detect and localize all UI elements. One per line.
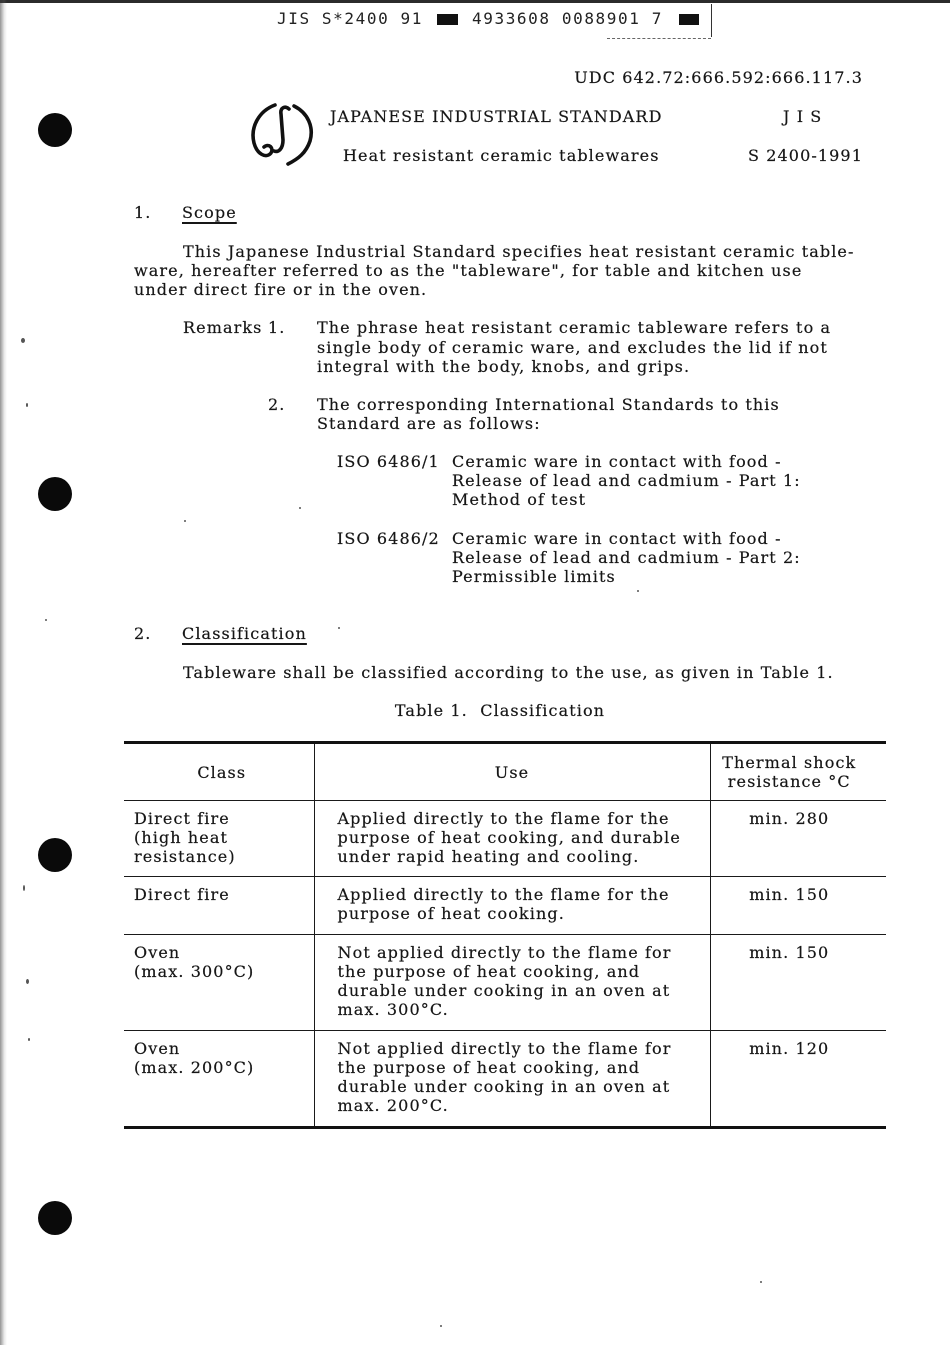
- standard-number: S 2400-1991: [748, 146, 863, 165]
- udc-number: UDC 642.72:666.592:666.117.3: [574, 68, 863, 87]
- cell-line: min. 120: [749, 1039, 830, 1058]
- scan-speck: [299, 507, 301, 509]
- table-row: [124, 1031, 886, 1128]
- cell-line: Not applied directly to the flame for: [337, 943, 672, 962]
- jis-mark-logo: [248, 100, 318, 170]
- cell-line: durable under cooking in an oven at: [337, 1077, 671, 1096]
- scan-top-edge: [0, 0, 950, 3]
- scan-speck: [21, 338, 25, 343]
- scan-code-frame: [711, 4, 712, 37]
- cell-thermal: [710, 801, 886, 877]
- scan-code-bar: [679, 14, 699, 25]
- remark-number: 2.: [268, 395, 286, 414]
- scan-speck: [637, 590, 639, 592]
- section-number: 2.: [134, 624, 152, 643]
- iso-standard-title-line: Permissible limits: [452, 567, 616, 586]
- scope-paragraph-line: under direct fire or in the oven.: [134, 280, 428, 299]
- section-heading-scope: Scope: [182, 203, 237, 222]
- iso-standard-title-line: Ceramic ware in contact with food -: [452, 452, 782, 471]
- scan-speck: [45, 619, 47, 621]
- cell-line: Oven: [134, 1039, 181, 1058]
- header-thermal-shock: [710, 743, 886, 801]
- iso-standard-code: ISO 6486/1: [337, 452, 440, 471]
- cell-line: (max. 300°C): [134, 962, 255, 981]
- scan-code-left: JIS S*2400 91: [277, 9, 424, 28]
- cell-line: under rapid heating and cooling.: [337, 847, 640, 866]
- remark-line: integral with the body, knobs, and grips.: [317, 357, 691, 376]
- remark-line: The phrase heat resistant ceramic tableware refers to a: [317, 318, 832, 337]
- scope-paragraph-line: ware, hereafter referred to as the "tableware", for table and kitchen use: [134, 261, 803, 280]
- header-thermal-label: resistance °C: [727, 772, 851, 791]
- cell-use: [314, 801, 710, 877]
- scan-speck: [184, 520, 186, 522]
- cell-line: min. 150: [749, 943, 830, 962]
- cell-class: [124, 877, 314, 935]
- cell-line: Applied directly to the flame for the: [337, 885, 670, 904]
- scan-speck: [440, 1325, 442, 1327]
- scan-code-right: 4933608 0088901 7: [472, 9, 663, 28]
- cell-thermal: [710, 1031, 886, 1128]
- header-thermal-label: Thermal shock: [722, 753, 857, 772]
- cell-line: the purpose of heat cooking, and: [337, 962, 641, 981]
- scan-speck: [760, 1281, 762, 1283]
- punch-hole: [38, 838, 72, 872]
- cell-line: Direct fire: [134, 885, 230, 904]
- cell-line: Direct fire: [134, 809, 230, 828]
- classification-table: [124, 741, 886, 1129]
- cell-line: Applied directly to the flame for the: [337, 809, 670, 828]
- standard-organization: JAPANESE INDUSTRIAL STANDARD: [330, 107, 663, 126]
- header-class: [124, 743, 314, 801]
- cell-line: purpose of heat cooking.: [337, 904, 565, 923]
- table-row: [124, 801, 886, 877]
- cell-line: the purpose of heat cooking, and: [337, 1058, 641, 1077]
- cell-use: [314, 935, 710, 1031]
- header-use-label: Use: [494, 762, 530, 782]
- cell-use: [314, 1031, 710, 1128]
- classification-paragraph: Tableware shall be classified according to the use, as given in Table 1.: [183, 663, 834, 682]
- scan-speck: [23, 885, 25, 891]
- scan-code-bar: [437, 14, 458, 25]
- table-header-row: [124, 743, 886, 801]
- punch-hole: [38, 477, 72, 511]
- remarks-label: Remarks: [183, 318, 263, 337]
- remark-number: 1.: [268, 318, 286, 337]
- section-number: 1.: [134, 203, 152, 222]
- cell-line: durable under cooking in an oven at: [337, 981, 671, 1000]
- table-row: [124, 877, 886, 935]
- table-row: [124, 935, 886, 1031]
- table-caption: Table 1. Classification: [394, 701, 606, 720]
- scan-left-edge: [0, 0, 7, 1345]
- cell-use: [314, 877, 710, 935]
- cell-line: Not applied directly to the flame for: [337, 1039, 672, 1058]
- section-heading-classification: Classification: [182, 624, 307, 643]
- iso-standard-title-line: Method of test: [452, 490, 587, 509]
- cell-class: [124, 801, 314, 877]
- scan-speck: [338, 627, 340, 629]
- cell-line: resistance): [134, 847, 236, 866]
- header-use: [314, 743, 710, 801]
- cell-class: [124, 935, 314, 1031]
- iso-standard-title-line: Release of lead and cadmium - Part 2:: [452, 548, 801, 567]
- punch-hole: [38, 1201, 72, 1235]
- cell-line: min. 150: [749, 885, 830, 904]
- cell-line: Oven: [134, 943, 181, 962]
- remark-line: Standard are as follows:: [317, 414, 541, 433]
- cell-line: purpose of heat cooking, and durable: [337, 828, 681, 847]
- iso-standard-title-line: Release of lead and cadmium - Part 1:: [452, 471, 801, 490]
- cell-thermal: [710, 935, 886, 1031]
- remark-line: The corresponding International Standards to this: [317, 395, 780, 414]
- scan-code-dashed-rule: [607, 38, 711, 39]
- standard-abbreviation: J I S: [783, 107, 823, 126]
- cell-line: max. 300°C.: [337, 1000, 449, 1019]
- cell-line: (max. 200°C): [134, 1058, 255, 1077]
- scan-speck: [26, 403, 28, 407]
- cell-line: min. 280: [749, 809, 830, 828]
- cell-class: [124, 1031, 314, 1128]
- document-title: Heat resistant ceramic tablewares: [343, 146, 660, 165]
- header-class-label: Class: [197, 762, 247, 782]
- punch-hole: [38, 113, 72, 147]
- cell-line: (high heat: [134, 828, 229, 847]
- iso-standard-title-line: Ceramic ware in contact with food -: [452, 529, 782, 548]
- iso-standard-code: ISO 6486/2: [337, 529, 440, 548]
- scan-speck: [28, 1038, 30, 1041]
- scan-speck: [26, 979, 29, 984]
- cell-line: max. 200°C.: [337, 1096, 449, 1115]
- remark-line: single body of ceramic ware, and excludes the lid if not: [317, 338, 828, 357]
- scope-paragraph-line: This Japanese Industrial Standard specifies heat resistant ceramic table-: [183, 242, 855, 261]
- cell-thermal: [710, 877, 886, 935]
